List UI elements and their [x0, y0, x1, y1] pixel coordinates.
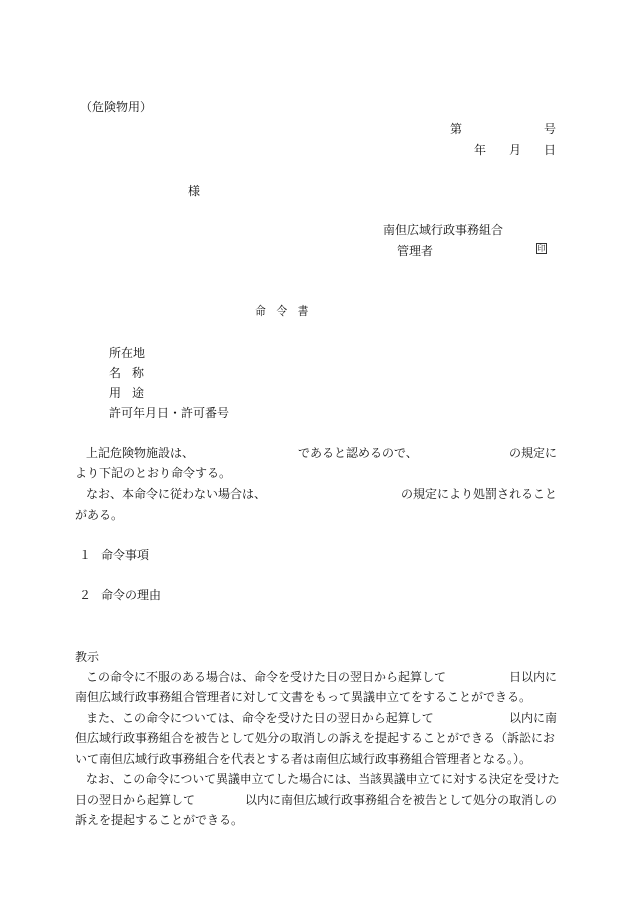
title-char-2: 令: [276, 304, 288, 318]
body-p1-a: 上記危険物施設は、: [86, 446, 195, 460]
sender-organization: 南但広域行政事務組合: [383, 223, 504, 237]
instruction-line-1a: この命令に不服のある場合は、命令を受けた日の翌日から起算して: [86, 670, 447, 684]
instruction-line-6: なお、この命令について異議申立てした場合には、当該異議申立てに対する決定を受けた: [86, 772, 560, 786]
name-label-2: 称: [132, 366, 145, 380]
instruction-line-8: 訴えを提起することができる。: [75, 813, 244, 827]
section-2-number: ２: [79, 588, 92, 602]
title-char-1: 命: [255, 304, 266, 318]
date-year: 年: [474, 143, 487, 157]
date-day: 日: [544, 143, 557, 157]
section-2-label: 命令の理由: [101, 588, 162, 602]
use-label-2: 途: [132, 386, 145, 400]
instruction-line-7b: 以内に南但広域行政事務組合を被告として処分の取消しの: [245, 793, 558, 807]
number-prefix: 第: [450, 122, 463, 136]
body-p1-c: の規定に: [509, 446, 558, 460]
number-suffix: 号: [544, 122, 557, 136]
body-p1-b: であると認めるので、: [298, 446, 418, 460]
body-p1-line2: より下記のとおり命令する。: [75, 466, 232, 480]
sender-title: 管理者: [397, 244, 434, 258]
instruction-line-7a: 日の翌日から起算して: [75, 793, 196, 807]
section-1-label: 命令事項: [101, 548, 150, 562]
date-month: 月: [509, 143, 522, 157]
addressee-suffix: 様: [188, 184, 201, 198]
name-label-1: 名: [109, 366, 122, 380]
title-char-3: 書: [297, 304, 309, 318]
instruction-line-5: いて南但広域行政事務組合を代表とする者は南但広域行政事務組合管理者となる。）。: [75, 752, 532, 766]
section-1-number: １: [79, 548, 92, 562]
use-label-1: 用: [109, 386, 122, 400]
instruction-line-2: 南但広域行政事務組合管理者に対して文書をもって異議申立てをすることができる。: [75, 690, 532, 704]
body-p2-a: なお、本命令に従わない場合は、: [86, 487, 267, 501]
instruction-line-1b: 日以内に: [509, 670, 558, 684]
body-p2-b: の規定により処罰されること: [401, 487, 558, 501]
location-label: 所在地: [109, 346, 146, 360]
permit-label: 許可年月日・許可番号: [109, 406, 230, 420]
category-label: （危険物用）: [80, 100, 153, 114]
document-title: [0, 304, 560, 318]
instruction-heading: 教示: [75, 650, 100, 664]
instruction-line-3b: 以内に南: [509, 711, 558, 725]
instruction-line-4: 但広域行政事務組合を被告として処分の取消しの訴えを提起することができる（訴訟にお: [75, 731, 556, 745]
body-p2-line2: がある。: [75, 508, 124, 522]
instruction-line-3a: また、この命令については、命令を受けた日の翌日から起算して: [86, 711, 434, 725]
seal-mark: 印: [537, 244, 546, 253]
